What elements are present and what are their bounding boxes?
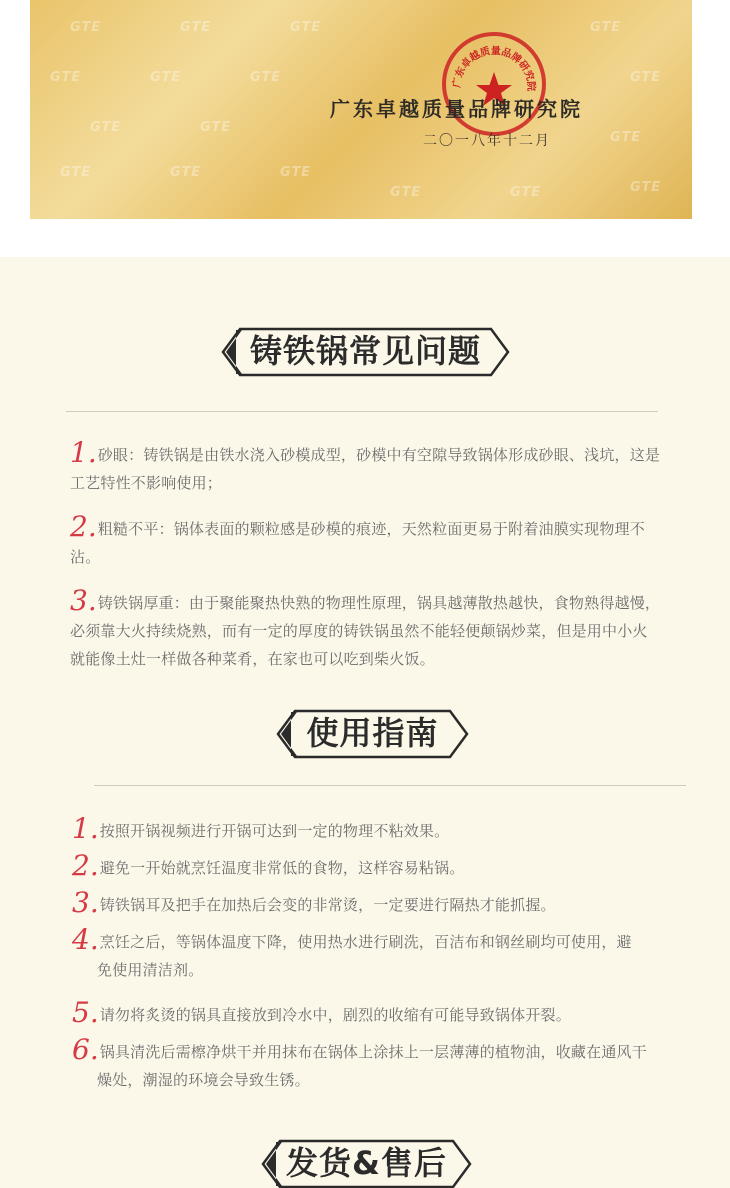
item-number: 2. (72, 849, 99, 882)
watermark-text: GTE (390, 185, 422, 200)
watermark-text: GTE (610, 130, 642, 145)
watermark-text: GTE (510, 185, 542, 200)
guide-item (72, 996, 662, 1029)
guide-item (72, 1033, 662, 1094)
item-number: 1. (72, 812, 99, 845)
watermark-text: GTE (150, 70, 182, 85)
certificate-organization: 广东卓越质量品牌研究院 (330, 97, 583, 121)
item-text: 铸铁锅厚重：由于聚能聚热快熟的物理性原理，锅具越薄散热越快，食物熟得越慢，必须靠大火持续烧熟，而有一定的厚度的铸铁锅虽然不能轻便颠锅炒菜，但是用中小火就能像土灶一样做各种菜肴，在家也可以吃到柴火饭。 (70, 594, 661, 668)
item-text: 请勿将炙烫的锅具直接放到冷水中，剧烈的收缩有可能导致锅体开裂。 (99, 1006, 571, 1024)
item-number: 2. (70, 510, 97, 543)
guide-item (72, 886, 662, 919)
item-number: 3. (70, 584, 97, 617)
item-text: 按照开锅视频进行开锅可达到一定的物理不粘效果。 (99, 822, 450, 840)
watermark-text: GTE (630, 70, 662, 85)
faq-item (70, 436, 662, 497)
watermark-text: GTE (280, 165, 312, 180)
item-number: 3. (72, 886, 99, 919)
faq-title: 铸铁锅常见问题 (249, 332, 481, 370)
watermark-text: GTE (250, 70, 282, 85)
guide-heading (275, 708, 470, 760)
watermark-text: GTE (70, 20, 102, 35)
certificate-image (30, 0, 692, 219)
guide-divider (94, 785, 686, 786)
guide-item (72, 923, 637, 984)
seal-text: 广东卓越质量品牌研究院 (451, 45, 537, 92)
faq-item (70, 510, 662, 571)
watermark-text: GTE (180, 20, 212, 35)
watermark-text: GTE (50, 70, 82, 85)
faq-item (70, 584, 662, 673)
watermark-text: GTE (60, 165, 92, 180)
guide-title: 使用指南 (306, 714, 439, 752)
item-number: 1. (70, 436, 97, 469)
certificate-date: 二〇一八年十二月 (423, 133, 551, 149)
item-text: 烹饪之后，等锅体温度下降，使用热水进行刷洗，百洁布和钢丝刷均可使用，避免使用清洁剂。 (97, 933, 632, 979)
item-text: 避免一开始就烹饪温度非常低的食物，这样容易粘锅。 (99, 859, 465, 877)
item-number: 5. (72, 996, 99, 1029)
item-number: 6. (72, 1033, 99, 1066)
guide-item (72, 849, 662, 882)
watermark-text: GTE (200, 120, 232, 135)
watermark-text: GTE (290, 20, 322, 35)
item-text: 铸铁锅耳及把手在加热后会变的非常烫，一定要进行隔热才能抓握。 (99, 896, 556, 914)
shipping-title: 发货&售后 (286, 1144, 447, 1182)
faq-heading (220, 326, 511, 378)
guide-item (72, 812, 662, 845)
item-text: 粗糙不平：锅体表面的颗粒感是砂模的痕迹，天然粒面更易于附着油膜实现物理不沾。 (70, 520, 645, 566)
watermark-text: GTE (170, 165, 202, 180)
watermark-text: GTE (630, 180, 662, 195)
watermark-text: GTE (90, 120, 122, 135)
item-text: 锅具清洗后需檫净烘干并用抹布在锅体上涂抹上一层薄薄的植物油，收藏在通风干燥处，潮湿的环境会导致生锈。 (97, 1043, 647, 1089)
watermark-text: GTE (590, 20, 622, 35)
shipping-heading (260, 1138, 473, 1188)
faq-divider (66, 411, 658, 412)
item-number: 4. (72, 923, 99, 956)
item-text: 砂眼：铸铁锅是由铁水浇入砂模成型，砂模中有空隙导致锅体形成砂眼、浅坑，这是工艺特性不影响使用； (70, 446, 661, 492)
main-content (0, 257, 730, 1188)
